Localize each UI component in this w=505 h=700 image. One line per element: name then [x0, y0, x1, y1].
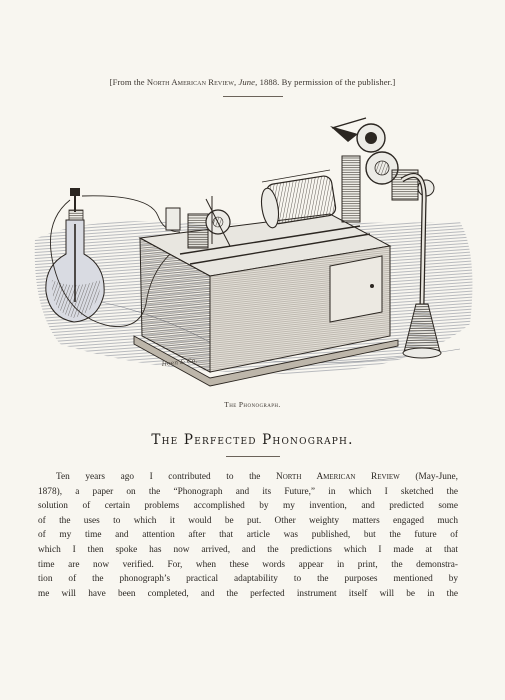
body-line: of the uses to which it would be put. Other weighty matters engaged much: [38, 515, 458, 526]
svg-text:Hoen & Co.: Hoen & Co.: [161, 357, 198, 368]
body-line: which I then spoke has now arrived, and the predictions which I made at that: [38, 544, 458, 555]
body-line: me will have been completed, and the perfected instrument itself will be in the: [38, 588, 458, 599]
phonograph-engraving: [30, 104, 480, 394]
source-note-year: , 1888. By permission of the publisher.]: [255, 77, 396, 87]
body-line: of my time and attention after that article was published, but the future of: [38, 530, 458, 541]
body-line: 1878), a paper on the “Phonograph and its Future,” in which I sketched the: [38, 486, 458, 497]
body-line: tion of the phonograph’s practical adaptability to the purposes mentioned by: [38, 574, 458, 585]
source-note-date: June: [238, 77, 256, 87]
figure-caption: The Phonograph.: [224, 400, 281, 409]
body-line: Ten years ago I contributed to the North American Review (May-June,: [56, 472, 458, 482]
source-note-open: [From the: [109, 77, 145, 87]
article-title: The Perfected Phonograph.: [151, 432, 354, 448]
top-divider: [223, 96, 283, 97]
body-line: time are now verified. For, when these words appear in print, the demonstra-: [38, 559, 458, 570]
body-line: solution of certain problems accomplished by my invention, and predicted some: [38, 501, 458, 512]
article-body: [38, 470, 458, 601]
source-note: [From the North American Review, June, 1888. By permission of the publisher.]: [109, 77, 396, 87]
source-note-journal: North American Review: [146, 77, 234, 87]
title-divider: [226, 456, 280, 457]
